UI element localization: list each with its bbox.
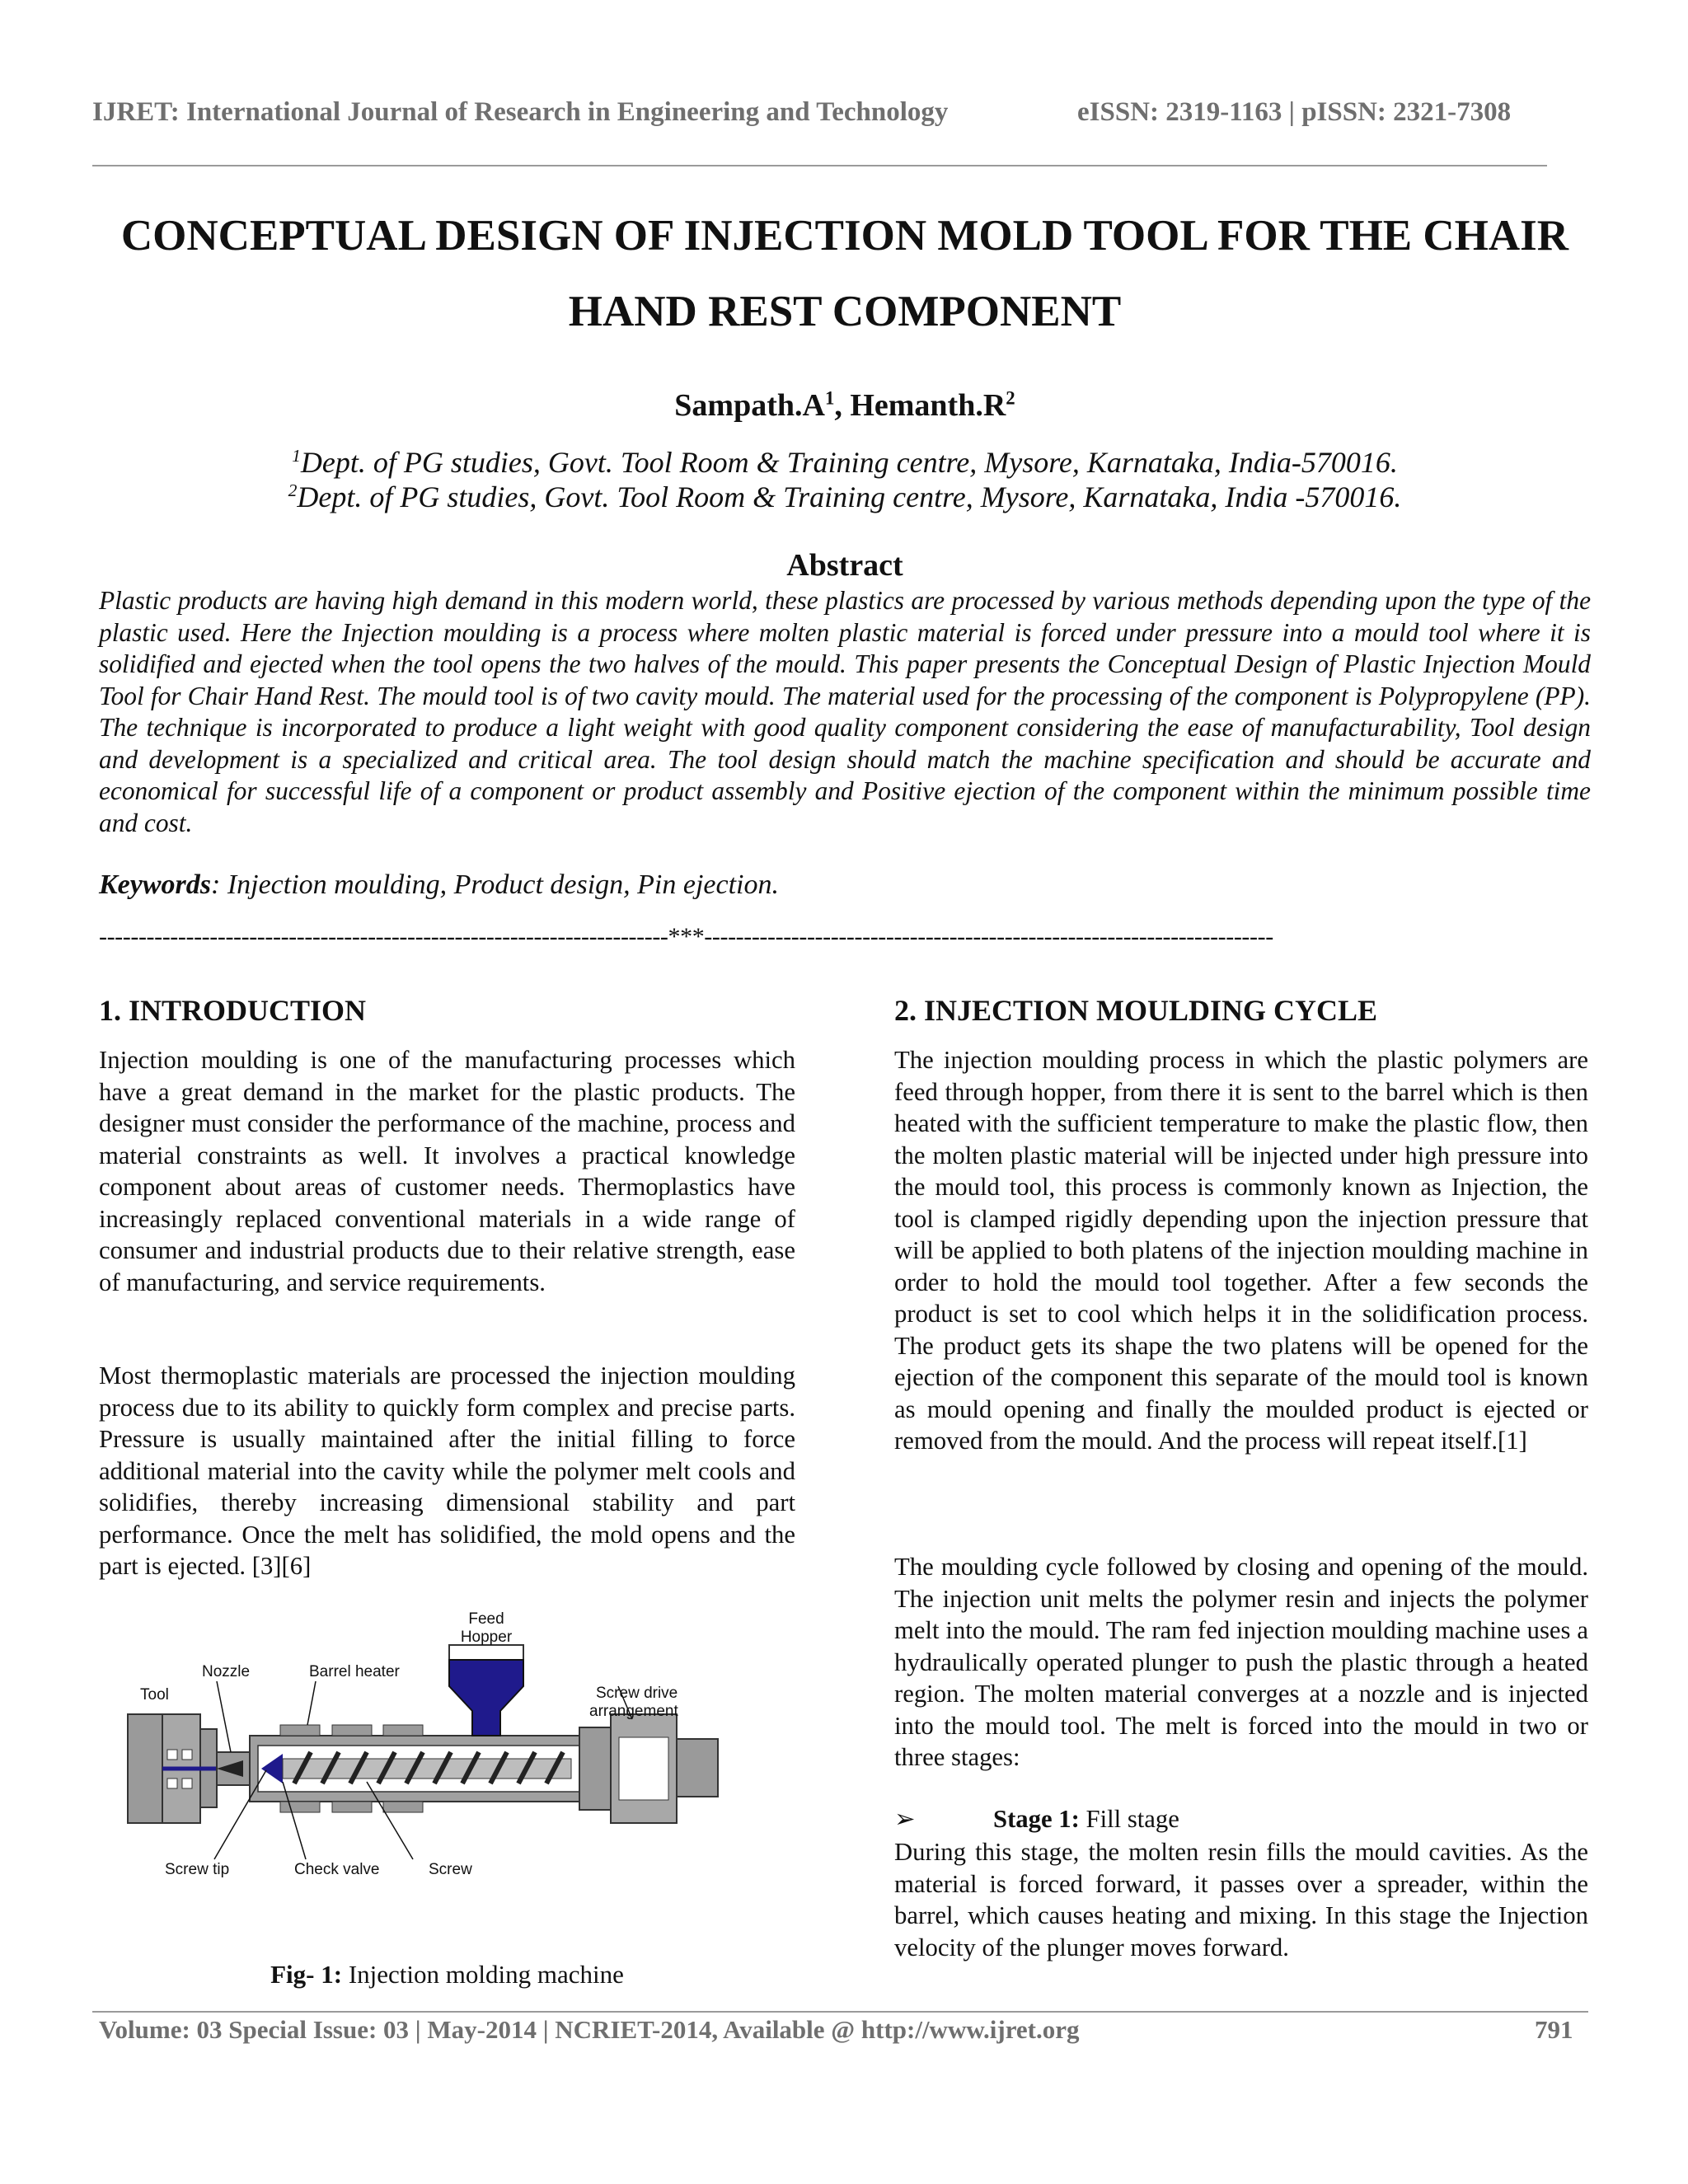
running-header xyxy=(92,97,1568,128)
nozzle-shape xyxy=(217,1752,250,1785)
abstract-heading: Abstract xyxy=(786,548,903,583)
stage-1-item xyxy=(894,1805,1588,1834)
label-nozzle: Nozzle xyxy=(202,1663,251,1680)
abstract-text: Plastic products are having high demand in this modern world, these plastics are processed by various methods depending upon the type of the plastic used. Here the Injection moulding is a process where molten plastic material is forced under pressure into a mould tool where it is solidified and ejected when the tool opens the two halves of the mould. This paper presents the Conceptual Design of Plastic Injection Mould Tool for Chair Hand Rest. The mould tool is of two cavity mould. The material used for the processing of the component is Polypropylene (PP). The technique is incorporated to produce a light weight with good quality component considering the ease of manufacturability, Tool design and development is a specialized and critical area. The tool design should match the machine specification and should be accurate and economical for successful life of a component or product assembly and Positive ejection of the component within the minimum possible time and cost. xyxy=(99,586,1591,837)
affiliation-1 xyxy=(82,445,1607,480)
stage-1-text: During this stage, the molten resin fills the mould cavities. As the material is forced forward, it passes over a spreader, within the barrel, which causes heating and mixing. In this stage the Injection velocity of the plunger moves forward. xyxy=(894,1838,1588,1961)
arrow-bullet-icon: ➢ xyxy=(894,1805,916,1833)
keywords xyxy=(99,869,1582,901)
affiliation-2-text: Dept. of PG studies, Govt. Tool Room & Training centre, Mysore, Karnataka, India -570016. xyxy=(297,480,1402,513)
stage-1-label: Stage 1: xyxy=(993,1805,1080,1833)
header-rule xyxy=(92,165,1547,166)
label-feed: Feed xyxy=(468,1610,504,1628)
author-sep: , xyxy=(834,388,851,423)
paper-title xyxy=(82,198,1607,349)
label-hopper: Hopper xyxy=(460,1629,513,1646)
injection-machine-figure xyxy=(120,1605,787,1886)
tool-block xyxy=(128,1714,217,1823)
footer-text: Volume: 03 Special Issue: 03 | May-2014 | NCRIET-2014, Available @ http://www.ijret.org xyxy=(99,2015,1080,2044)
figure-caption-text: Injection molding machine xyxy=(342,1960,624,1989)
affiliation-1-text: Dept. of PG studies, Govt. Tool Room & Training centre, Mysore, Karnataka, India-570016. xyxy=(300,446,1398,479)
issn: eISSN: 2319-1163 | pISSN: 2321-7308 xyxy=(1077,97,1512,127)
footer-rule xyxy=(92,2011,1588,2013)
journal-name: IJRET: International Journal of Research in Engineering and Technology xyxy=(92,97,949,127)
label-arrangement: arrangement xyxy=(589,1703,678,1720)
figure-caption-label: Fig- 1: xyxy=(270,1960,343,1989)
keywords-text: : Injection moulding, Product design, Pin ejection. xyxy=(211,869,779,900)
affiliation-2 xyxy=(82,480,1607,514)
keywords-label: Keywords xyxy=(99,869,211,900)
title-line-2: HAND REST COMPONENT xyxy=(568,288,1122,335)
label-tool: Tool xyxy=(140,1686,169,1704)
label-barrel-heater: Barrel heater xyxy=(309,1663,400,1680)
cycle-paragraph-2: The moulding cycle followed by closing and opening of the mould. The injection unit melts the polymer resin and injects the polymer melt into the mould. The ram fed injection moulding machine uses a hydraulically operated plunger to push the plastic through a heated region. The molten material converges at a nozzle and is injected into the mould tool. The melt is forced into the mould in two or three stages: xyxy=(894,1553,1588,1771)
label-screw-tip: Screw tip xyxy=(165,1861,230,1878)
intro-paragraph-1: Injection moulding is one of the manufacturing processes which have a great demand in the market for the plastic products. The designer must consider the performance of the machine, process and material constraints as well. It involves a practical knowledge component about areas of customer needs. Thermoplastics have increasingly replaced conventional materials in a wide range of consumer and industrial products due to their relative strength, ease of manufacturing, and service requirements. xyxy=(99,1046,795,1296)
author-1: Sampath.A xyxy=(674,388,825,423)
section-separator: ------------------------------------------------------------------------***------------------------------------------------------------------------ xyxy=(99,923,1273,950)
affiliation-2-sup: 2 xyxy=(288,480,298,500)
label-screw-drive: Screw drive xyxy=(596,1685,678,1702)
author-1-sup: 1 xyxy=(824,387,835,409)
label-screw: Screw xyxy=(429,1861,472,1878)
intro-heading: 1. INTRODUCTION xyxy=(99,994,367,1027)
page-number: 791 xyxy=(1535,2015,1573,2044)
label-check-valve: Check valve xyxy=(294,1861,380,1878)
author-2: Hemanth.R xyxy=(850,388,1006,423)
affiliation-1-sup: 1 xyxy=(292,446,301,466)
title-line-1: CONCEPTUAL DESIGN OF INJECTION MOLD TOOL FOR THE CHAIR xyxy=(120,212,1569,260)
stage-1-title: Fill stage xyxy=(1079,1805,1179,1833)
cycle-paragraph-1: The injection moulding process in which the plastic polymers are feed through hopper, from there it is sent to the barrel which is then heated with the sufficient temperature to make the plastic flow, then the molten plastic material will be injected under high pressure into the mould tool, this process is commonly known as Injection, the tool is clamped rigidly depending upon the injection pressure that will be applied to both platens of the injection moulding machine in order to hold the mould tool together. After a few seconds the product is set to cool which helps it in the solidification process. The product gets its shape the two platens will be opened for the ejection of the component this separate of the mould tool is known as mould opening and finally the moulded product is ejected or removed from the mould. And the process will repeat itself.[1] xyxy=(894,1046,1588,1455)
authors xyxy=(82,387,1607,424)
figure-caption xyxy=(99,1960,795,1990)
intro-paragraph-2: Most thermoplastic materials are processed the injection moulding process due to its ability to quickly form complex and precise parts. Pressure is usually maintained after the initial filling to force additional material into the cavity while the polymer melt cools and solidifies, thereby increasing dimensional stability and part performance. Once the melt has solidified, the mold opens and the part is ejected. [3][6] xyxy=(99,1361,795,1580)
cycle-heading: 2. INJECTION MOULDING CYCLE xyxy=(894,994,1378,1027)
author-2-sup: 2 xyxy=(1006,387,1015,409)
